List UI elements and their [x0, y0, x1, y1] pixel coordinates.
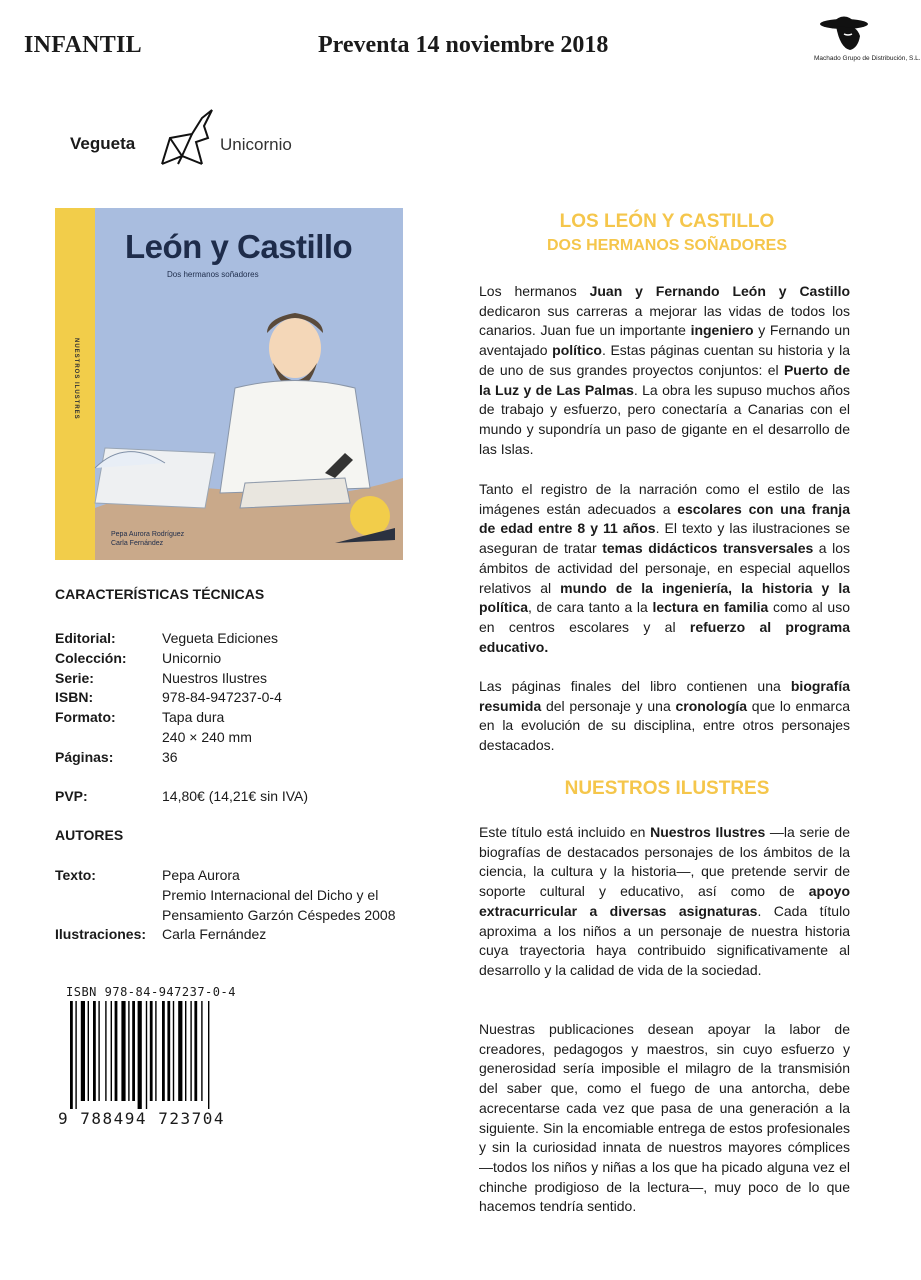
award-line: Premio Internacional del Dicho y el [162, 887, 379, 903]
spec-value: Nuestros Ilustres [162, 670, 268, 686]
spec-value: 14,80€ (14,21€ sin IVA) [162, 788, 309, 804]
barcode-isbn-text: ISBN 978-84-947237-0-4 [66, 985, 236, 999]
author-value: Carla Fernández [162, 926, 267, 942]
hat-man-icon [814, 12, 904, 56]
spec-label: Serie: [55, 670, 94, 686]
cover-authors [111, 530, 184, 548]
spec-value: Vegueta Ediciones [162, 630, 278, 646]
unicorn-icon [152, 108, 216, 168]
specs-heading: CARACTERÍSTICAS TÉCNICAS [55, 586, 265, 602]
spec-label: Páginas: [55, 749, 114, 765]
spec-value: 240 × 240 mm [162, 729, 252, 745]
right-title: LOS LEÓN Y CASTILLO [559, 211, 775, 232]
presale-date: Preventa 14 noviembre 2018 [318, 32, 609, 58]
spec-value: 36 [162, 749, 178, 765]
spec-value: Unicornio [162, 650, 222, 666]
paragraph-4: Este título está incluido en Nuestros Ilustres —la serie de biografías de destacados personajes de los ámbitos de la ciencia, la cultura y la historia—, que pretende servir de soporte cultural y educativo, así como de apoyo extracurricular a diversas asignaturas. Cada título aproxima a los niños a un personaje de nuestra historia cuya trayectoria haya contribuido significativamente al desarrollo y la calidad de vida de la sociedad. [479, 824, 851, 978]
spec-label: Editorial: [55, 630, 116, 646]
barcode-number: 9 788494 723704 [58, 1109, 225, 1128]
spec-value: 978-84-947237-0-4 [162, 689, 282, 705]
paragraph-1: Los hermanos Juan y Fernando León y Castillo dedicaron sus carreras a mejorar las vidas de todos los canarios. Juan fue un importante ingeniero y Fernando un aventajado político. Estas páginas cuentan su historia y la de uno de sus grandes proyectos conjuntos: el Puerto de la Luz y de Las Palmas. La obra les supuso muchos años de trabajo y esfuerzo, pero conectaría a Canarias con el mundo y supondría un paso de gigante en el desarrollo de las Islas. [479, 283, 851, 457]
cover-author-2: Carla Fernández [111, 540, 164, 547]
section-2-title: NUESTROS ILUSTRES [564, 778, 770, 799]
barcode-bars [58, 1001, 218, 1111]
cover-author-1: Pepa Aurora Rodríguez [111, 531, 185, 538]
cover-title: León y Castillo [125, 228, 353, 265]
authors-heading: AUTORES [55, 827, 124, 843]
award-line: Pensamiento Garzón Céspedes 2008 [162, 907, 396, 923]
author-value: Pepa Aurora [162, 867, 240, 883]
spec-value: Tapa dura [162, 709, 225, 725]
cover-subtitle: Dos hermanos soñadores [167, 270, 259, 279]
cover-spine-text: NUESTROS ILUSTRES [73, 338, 79, 420]
book-cover [55, 208, 403, 560]
spec-label: PVP: [55, 788, 88, 804]
right-subtitle: DOS HERMANOS SOÑADORES [546, 237, 788, 254]
collection-name: Unicornio [220, 135, 292, 154]
cover-illustration [95, 278, 403, 560]
spec-label: Formato: [55, 709, 116, 725]
publisher-name: Vegueta [70, 134, 136, 153]
spec-label: Colección: [55, 650, 127, 666]
author-label: Ilustraciones: [55, 926, 147, 942]
distributor-logo [814, 12, 921, 68]
paragraph-3: Las páginas finales del libro contienen una biografía resumida del personaje y una cronología que lo enmarca en la evolución de su disciplina, entre otros personajes destacados. [479, 678, 850, 754]
paragraph-5: Nuestras publicaciones desean apoyar la labor de creadores, pedagogos y maestros, sin cuyo esfuerzo y generosidad sería imposible el milagro de la transmisión del saber que, como el fuego de una antorcha, debe acrecentarse cada vez que pasa de una generación a la siguiente. Sin la encomiable entrega de estos profesionales y sin la curiosidad innata de nuestros mayores cómplices —todos los niños y niñas a los que ha picado alguna vez el chinche prodigioso de la lectura—, muy poco de lo que hacemos tendría sentido. [479, 1021, 850, 1215]
spec-label: ISBN: [55, 689, 94, 705]
publisher-logo [70, 108, 330, 168]
category-label: INFANTIL [24, 32, 142, 58]
author-label: Texto: [55, 867, 96, 883]
paragraph-2: Tanto el registro de la narración como el estilo de las imágenes están adecuados a escolares con una franja de edad entre 8 y 11 años. El texto y las ilustraciones se aseguran de tratar temas didácticos transversales a los ámbitos de actividad del personaje, en especial aquellos relativos al mundo de la ingeniería, la historia y la política, de cara tanto a la lectura en familia como al uso en centros escolares y al refuerzo al programa educativo. [479, 481, 851, 655]
distributor-name: Machado Grupo de Distribución, S.L. [814, 55, 921, 62]
isbn-barcode [58, 985, 238, 1130]
